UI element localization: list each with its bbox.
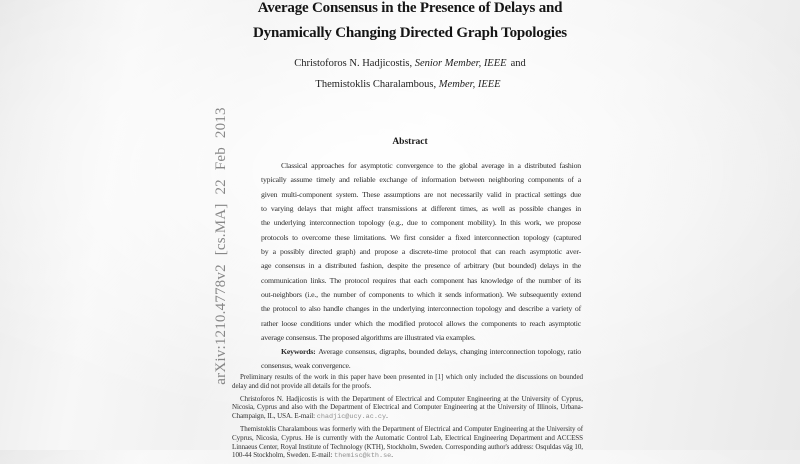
author-line	[230, 53, 590, 74]
author-name: Christoforos N. Hadjicostis,	[294, 58, 415, 69]
abstract-line: given multi-component system. These assumptions are not necessarily valid in practical settings due	[261, 189, 581, 199]
abstract-line: protocols to overcome these limitations. We first consider a fixed interconnection topology (captured	[261, 232, 581, 242]
footnote-preliminary	[232, 373, 583, 392]
abstract-line: the underlying interconnection topology (e.g., due to component mobility). In this work, we propose	[261, 218, 581, 228]
abstract-line: communication links. The protocol requires that each component has knowledge of the number of its	[261, 275, 581, 285]
abstract-line: typically assume timely and reliable exchange of information between neighboring components of a	[261, 175, 581, 185]
abstract-line: by a possibly directed graph) and propose a discrete-time protocol that can reach asymptotic aver-	[261, 247, 581, 257]
footnotes	[232, 373, 583, 464]
keywords-line	[261, 345, 581, 359]
abstract-line: average consensus. The proposed algorithms are illustrated via examples.	[261, 333, 476, 343]
abstract-line: the protocol to also handle changes in the underlying interconnection topology and describe a variety of	[261, 304, 581, 314]
arxiv-stamp: arXiv:1210.4778v2 [cs.MA] 22 Feb 2013	[213, 107, 229, 385]
paper-title-line1: Average Consensus in the Presence of Delays and	[257, 0, 563, 16]
author-role: Member, IEEE	[438, 79, 501, 90]
author-role: Senior Member, IEEE	[414, 58, 507, 69]
abstract-body	[261, 159, 581, 345]
paper-title	[230, 0, 590, 46]
author-list	[230, 53, 590, 95]
footnote-email: themisc@kth.se	[334, 452, 392, 461]
abstract-line: Classical approaches for asymptotic convergence to the global average in a distributed fashion	[281, 161, 581, 170]
paper-title-line2: Dynamically Changing Directed Graph Topologies	[253, 25, 567, 41]
footnote-email: chadjic@ucy.ac.cy	[316, 413, 387, 422]
footnote-text: Themistoklis Charalambous was formerly with the Department of Electrical and Computer Engineering at the University of Cyprus, Nicosia, Cyprus. He is currently with the Automatic Control Lab, Electrical Engineering Department and ACCESS Linnaeus Center, Royal Institute of Technology (KTH), Stockholm, Sweden. Corresponding author's address: Osquldas väg 10, 100-44 Stockholm, Sweden. E-mail:	[232, 424, 583, 460]
keywords-label: Keywords:	[281, 347, 319, 356]
author-line	[230, 74, 590, 95]
footnote-author2-affiliation	[232, 425, 583, 461]
footnote-suffix: .	[386, 412, 388, 421]
keywords-text: Average consensus, digraphs, bounded delays, changing interconnection topology, ratio	[318, 347, 581, 356]
footnote-text: Christoforos N. Hadjicostis is with the Department of Electrical and Computer Engineering at the University of Cyprus, Nicosia, Cyprus and also with the Department of Electrical and Computer Engineering at the University of Illinois, Urbana-Champaign, IL, USA. E-mail:	[232, 394, 583, 421]
author-conjunction: and	[510, 58, 526, 69]
abstract-line: rather loose conditions under which the modified protocol allows the components to reach asymptotic	[261, 318, 581, 328]
keywords-block	[261, 345, 581, 374]
abstract-line: out-neighbors (i.e., the number of components to which it sends information). We subsequently extend	[261, 290, 581, 300]
keywords-line: consensus, weak convergence.	[261, 361, 351, 371]
author-name: Themistoklis Charalambous,	[315, 79, 439, 90]
footnote-text: Preliminary results of the work in this paper have been presented in [1] which only included the discussions on bounded delay and did not provide all details for the proofs.	[232, 373, 583, 390]
footnote-author1-affiliation	[232, 395, 583, 422]
abstract-line: to varying delays that might affect transmissions at different times, as well as possible changes in	[261, 204, 581, 214]
footnote-suffix: .	[391, 451, 393, 460]
abstract-heading: Abstract	[392, 137, 428, 147]
abstract-line: age consensus in a distributed fashion, despite the presence of arbitrary (but bounded) delays in the	[261, 261, 581, 271]
